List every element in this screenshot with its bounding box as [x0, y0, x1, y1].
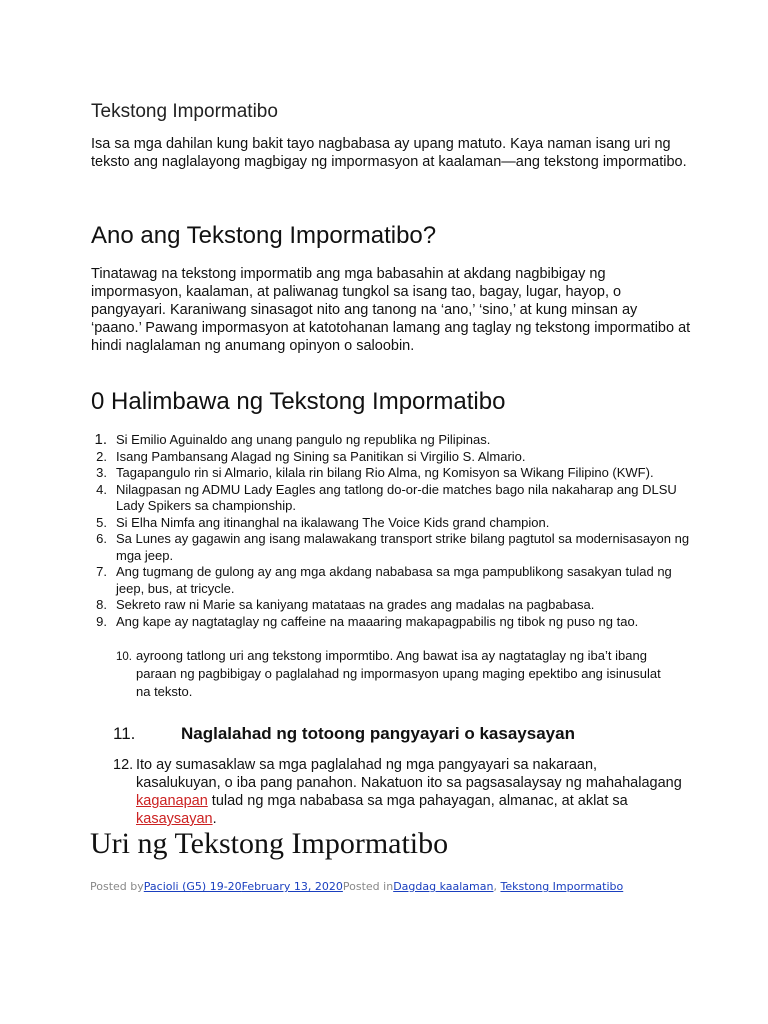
- list-item: [91, 597, 691, 614]
- subheading-text: Naglalahad ng totoong pangyayari o kasaysayan: [181, 724, 575, 743]
- heading-what-is: Ano ang Tekstong Impormatibo?: [91, 222, 437, 249]
- list-number: 3.: [96, 465, 107, 480]
- intro-paragraph: Isa sa mga dahilan kung bakit tayo nagbabasa ay upang matuto. Kaya naman isang uri ng teksto ang naglalayong magbigay ng impormasyon at kaalaman—ang tekstong impormatibo.: [91, 136, 687, 170]
- heading-examples: 0 Halimbawa ng Tekstong Impormatibo: [91, 388, 506, 415]
- category-separator: ,: [493, 880, 501, 893]
- list-number: 4.: [96, 481, 107, 497]
- list-text: Isang Pambansang Alagad ng Sining sa Panitikan si Virgilio S. Almario.: [116, 448, 526, 464]
- list-text: Ang tugmang de gulong ay ang mga akdang nababasa sa mga pampublikong sasakyan tulad ng jeep, bus, at tricycle.: [116, 564, 672, 596]
- text-segment: tulad ng mga nababasa sa mga pahayagan, almanac, at aklat sa: [207, 793, 628, 809]
- list-number: 6.: [96, 531, 107, 546]
- list-text: Nilagpasan ng ADMU Lady Eagles ang tatlong do-or-die matches bago nila nakaharap ang DLSU Lady Spikers sa championship.: [116, 481, 677, 513]
- list-text: Ang kape ay nagtataglay ng caffeine na maaaring makapagpabilis ng tibok ng puso ng tao.: [116, 613, 639, 629]
- doc-title: Tekstong Impormatibo: [91, 101, 278, 122]
- list-number: 7.: [96, 564, 107, 579]
- posted-in-label: Posted in: [342, 880, 394, 893]
- list-number: 11.: [113, 724, 136, 743]
- text-segment: Ito ay sumasaklaw sa mga paglalahad ng mga pangyayari sa nakaraan, kasalukuyan, o iba pang panahon. Nakatuon ito sa pagsasalaysay ng mahahalagang: [136, 757, 682, 791]
- list-item: [91, 432, 691, 449]
- list-item: [91, 515, 691, 532]
- section-title-uri: Uri ng Tekstong Impormatibo: [90, 827, 449, 860]
- post-meta: [90, 880, 623, 893]
- list-text: Sa Lunes ay gagawin ang isang malawakang transport strike bilang pagtutol sa modernisasayon ng mga jeep.: [116, 531, 690, 563]
- list-item-10: [116, 647, 676, 701]
- list-item: [91, 614, 691, 631]
- text-segment: .: [212, 811, 217, 827]
- definition-paragraph: Tinatawag na tekstong impormatib ang mga babasahin at akdang nagbibigay ng impormasyon, kaalaman, at paliwanag tungkol sa isang tao, bagay, lugar, hayop, o pangyayari. Karaniwang sinasagot nito ang tanong na ‘ano,’ ‘sino,’ at kung minsan ay ‘paano.’ Pawang impormasyon at katotohanan lamang ang taglay ng tekstong impormatibo at hindi naglalaman ng anumang opinyon o saloobin.: [91, 266, 691, 354]
- list-text: [113, 756, 683, 828]
- link-kasaysayan[interactable]: kasaysayan: [136, 811, 213, 827]
- list-number: 9.: [96, 613, 107, 629]
- examples-list: [91, 432, 691, 630]
- list-text: Tagapangulo rin si Almario, kilala rin bilang Rio Alma, ng Komisyon sa Wikang Filipino (KWF).: [116, 465, 654, 480]
- list-item-12: [113, 756, 683, 828]
- list-number: 2.: [96, 448, 107, 464]
- list-number: 1.: [94, 431, 107, 448]
- list-item-11-heading: [113, 724, 575, 744]
- list-item: [91, 564, 691, 597]
- category-link-dagdag[interactable]: Dagdag kaalaman: [393, 880, 494, 893]
- link-kaganapan[interactable]: kaganapan: [136, 793, 208, 809]
- list-item: [91, 449, 691, 466]
- posted-by-label: Posted by: [90, 880, 144, 893]
- list-text: ayroong tatlong uri ang tekstong impormtibo. Ang bawat isa ay nagtataglay ng iba’t ibang paraan ng pagbibigay o paglalahad ng impormasyon upang maging epektibo ang isinusulat na teksto.: [136, 648, 661, 699]
- author-link[interactable]: Pacioli (G5) 19-20: [143, 880, 242, 893]
- list-number: 5.: [96, 514, 107, 530]
- list-item: [91, 482, 691, 515]
- list-item: [91, 531, 691, 564]
- list-number: 10.: [116, 651, 132, 663]
- category-link-tekstong[interactable]: Tekstong Impormatibo: [500, 880, 624, 893]
- list-text: Sekreto raw ni Marie sa kaniyang matataas na grades ang madalas na pagbabasa.: [116, 597, 595, 612]
- list-number: 12.: [113, 757, 134, 773]
- list-item: [91, 465, 691, 482]
- date-link[interactable]: February 13, 2020: [241, 880, 343, 893]
- list-number: 8.: [96, 597, 107, 612]
- list-text: Si Elha Nimfa ang itinanghal na ikalawang The Voice Kids grand champion.: [116, 514, 550, 530]
- list-text: Si Emilio Aguinaldo ang unang pangulo ng republika ng Pilipinas.: [116, 432, 491, 447]
